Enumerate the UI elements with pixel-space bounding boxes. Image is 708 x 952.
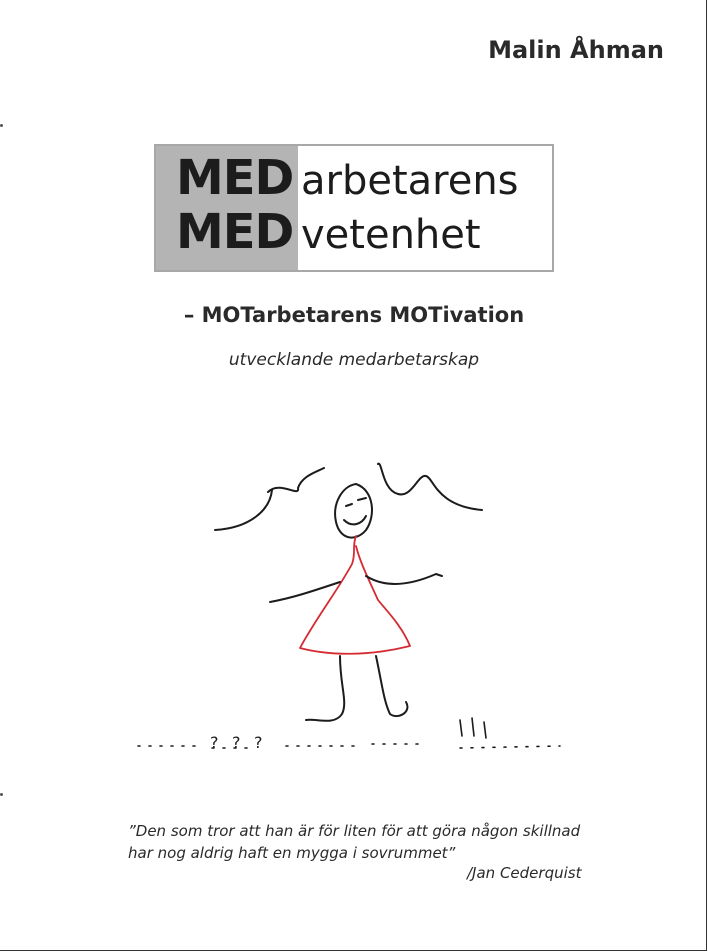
- quote-line-1: ”Den som tror att han är för liten för att göra någon skillnad: [128, 822, 581, 840]
- title-line-2-caps: MED: [176, 204, 294, 260]
- hair-stroke-right: [378, 464, 482, 510]
- smile: [344, 516, 366, 524]
- grass-marks: [460, 718, 486, 738]
- question-mark-2: ?: [232, 733, 241, 752]
- title-line-2-rest: vetenhet: [301, 212, 481, 258]
- question-mark-1: ?: [210, 733, 219, 752]
- eye-right: [358, 498, 366, 500]
- title-box: [154, 144, 554, 272]
- stick-figure-illustration: [120, 450, 580, 780]
- dress: [300, 536, 410, 654]
- hair-stroke-left: [215, 468, 324, 530]
- head: [335, 484, 372, 538]
- title-line-1-caps: MED: [176, 150, 294, 206]
- quote-line-2: har nog aldrig haft en mygga i sovrummet”: [128, 844, 456, 862]
- subtitle: – MOTarbetarens MOTivation: [183, 303, 525, 327]
- quote-attribution: /Jan Cederquist: [467, 864, 582, 882]
- quote: [128, 820, 580, 864]
- leg-left: [306, 656, 344, 721]
- edge-mark-bottom: [0, 793, 3, 796]
- tagline: utvecklande medarbetarskap: [228, 350, 480, 370]
- question-mark-3: ?: [254, 733, 263, 752]
- title-line-1-rest: arbetarens: [301, 158, 519, 204]
- arm-right: [366, 574, 442, 584]
- eye-left: [346, 504, 352, 506]
- leg-right: [376, 656, 407, 716]
- ground-dashes: [138, 744, 560, 748]
- edge-mark-top: [0, 124, 3, 127]
- author-name: Malin Åhman: [488, 36, 664, 64]
